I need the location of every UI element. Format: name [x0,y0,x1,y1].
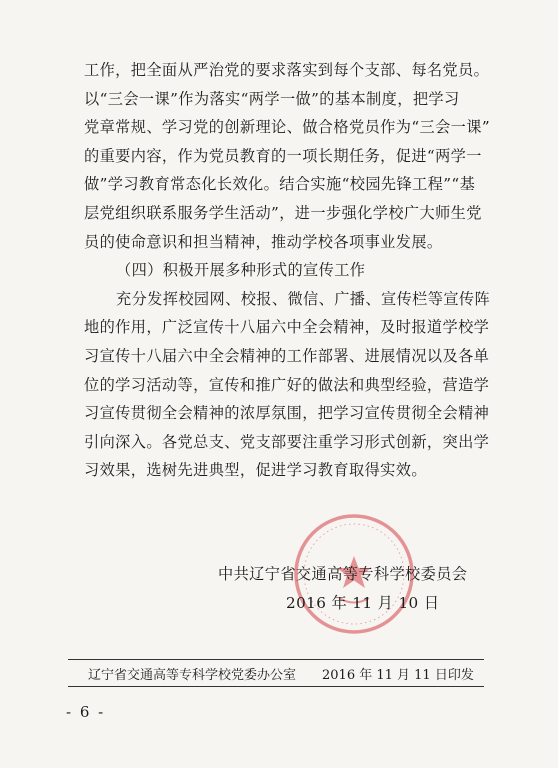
footer-divider [68,686,484,687]
issuing-office: 辽宁省交通高等专科学校党委办公室 [88,668,297,683]
body-line: 习宣传贯彻全会精神的浓厚氛围，把学习宣传贯彻全会精神 [84,404,490,423]
signing-organization: 中共辽宁省交通高等专科学校委员会 [218,565,468,583]
body-line: 引向深入。各党总支、党支部要注重学习形式创新，突出学 [84,432,490,451]
section-heading: （四）积极开展多种形式的宣传工作 [116,261,366,280]
body-line: 充分发挥校园网、校报、微信、广播、宣传栏等宣传阵 [116,289,491,308]
document-body [84,56,491,485]
body-line: 位的学习活动等，宣传和推广好的做法和典型经验，营造学 [84,375,490,394]
body-line: 的重要内容，作为党员教育的一项长期任务，促进“两学一 [84,146,482,165]
body-line: 习效果，选树先进典型，促进学习教育取得实效。 [84,461,427,480]
body-line: 以“三会一课”作为落实“两学一做”的基本制度，把学习 [84,89,460,108]
footer-divider [68,659,484,660]
page-number: - 6 - [66,703,106,721]
body-line: 地的作用，广泛宣传十八届六中全会精神，及时报道学校学 [84,318,490,337]
body-line: 层党组织联系服务学生活动”，进一步强化学校广大师生党 [84,203,482,222]
body-line: 员的使命意识和担当精神，推动学校各项事业发展。 [84,232,443,251]
body-line: 党章常规、学习党的创新理论、做合格党员作为“三会一课” [84,118,491,137]
body-line: 做”学习教育常态化长效化。结合实施“校园先锋工程”“基 [84,175,476,194]
body-line: 习宣传十八届六中全会精神的工作部署、进展情况以及各单 [84,346,490,365]
signing-date: 2016 年 11 月 10 日 [286,594,440,612]
body-line: 工作，把全面从严治党的要求落实到每个支部、每名党员。 [84,61,490,79]
print-date: 2016 年 11 月 11 日印发 [322,668,474,683]
